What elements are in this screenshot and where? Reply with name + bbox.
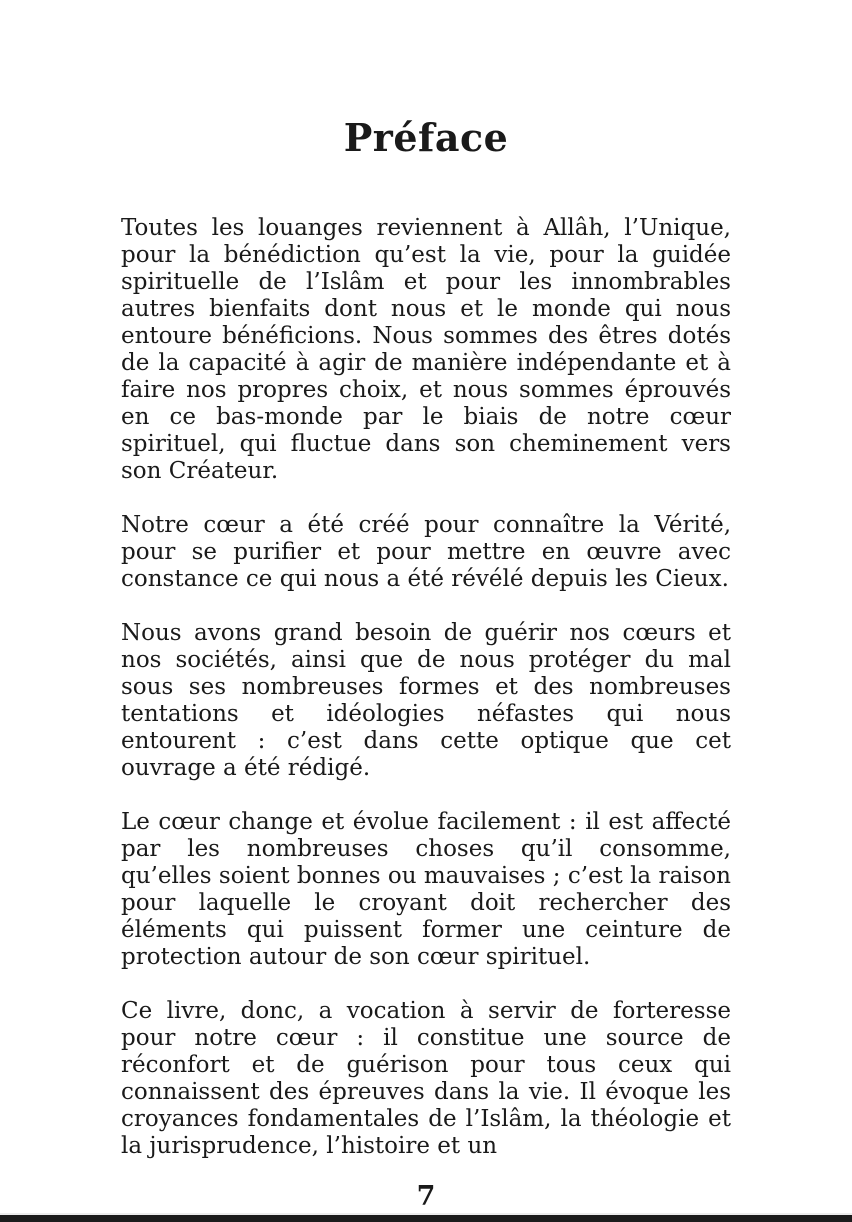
bottom-bar xyxy=(0,1215,852,1222)
paragraph-3: Nous avons grand besoin de guérir nos cœurs et nos sociétés, ainsi que de nous protéger du mal sous ses nombreuses formes et des nombreuses tentations et idéologies néfastes qui nous entourent : c’est dans cette optique que cet ouvrage a été rédigé. xyxy=(121,620,731,781)
page-number: 7 xyxy=(416,1181,436,1212)
page-content xyxy=(121,0,731,1212)
paragraph-2: Notre cœur a été créé pour connaître la Vérité, pour se purifier et pour mettre en œuvre avec constance ce qui nous a été révélé depuis les Cieux. xyxy=(121,512,731,592)
paragraph-4: Le cœur change et évolue facilement : il est affecté par les nombreuses choses qu’il consomme, qu’elles soient bonnes ou mauvaises ; c’est la raison pour laquelle le croyant doit rechercher des éléments qui puissent former une ceinture de protection autour de son cœur spirituel. xyxy=(121,809,731,970)
paragraph-1: Toutes les louanges reviennent à Allâh, l’Unique, pour la bénédiction qu’est la vie, pour la guidée spirituelle de l’Islâm et pour les innombrables autres bienfaits dont nous et le monde qui nous entoure bénéficions. Nous sommes des êtres dotés de la capacité à agir de manière indépendante et à faire nos propres choix, et nous sommes éprouvés en ce bas-monde par le biais de notre cœur spirituel, qui fluctue dans son cheminement vers son Créateur. xyxy=(121,215,731,484)
page-title: Préface xyxy=(343,115,509,160)
paragraph-5: Ce livre, donc, a vocation à servir de forteresse pour notre cœur : il constitue une source de réconfort et de guérison pour tous ceux qui connaissent des épreuves dans la vie. Il évoque les croyances fondamentales de l’Islâm, la théologie et la jurisprudence, l’histoire et un xyxy=(121,998,731,1159)
body-text xyxy=(121,215,731,1160)
